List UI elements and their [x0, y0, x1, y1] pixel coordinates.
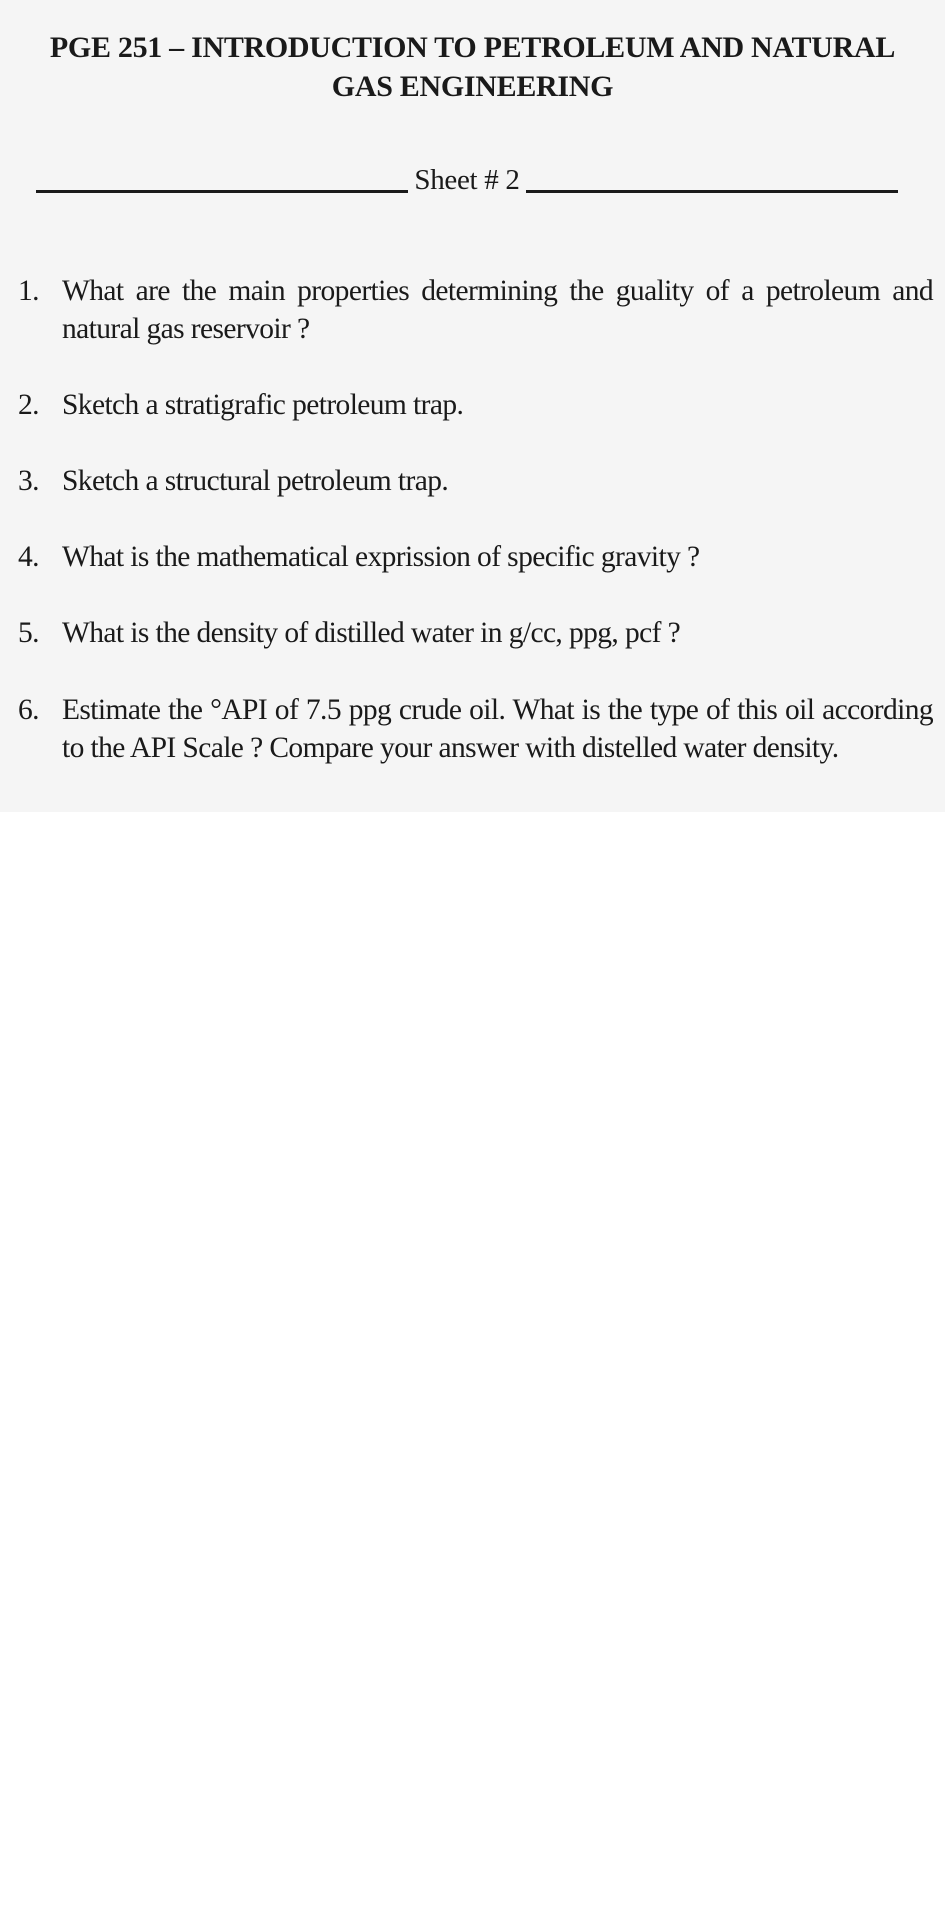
question-text: Sketch a stratigrafic petroleum trap. — [62, 389, 464, 421]
question-number: 5. — [18, 617, 39, 649]
question-text: Estimate the °API of 7.5 ppg crude oil. What is the type of this oil according to the API Scale ? Compare your answer with distelled water density. — [62, 694, 933, 764]
question-5 — [18, 614, 933, 691]
question-list — [18, 272, 933, 767]
right-rule — [526, 190, 898, 193]
sheet-label: Sheet # 2 — [414, 164, 520, 196]
left-rule — [36, 190, 408, 193]
sheet-header — [36, 157, 898, 197]
question-3 — [18, 462, 933, 538]
question-number: 1. — [18, 275, 39, 307]
question-1 — [18, 272, 933, 386]
question-text: What is the mathematical exprission of specific gravity ? — [62, 541, 700, 573]
question-text: What are the main properties determining the guality of a petroleum and natural gas reservoir ? — [62, 275, 933, 345]
question-text: What is the density of distilled water in g/cc, ppg, pcf ? — [62, 617, 681, 649]
question-number: 3. — [18, 465, 39, 497]
question-4 — [18, 538, 933, 614]
question-number: 4. — [18, 541, 39, 573]
question-2 — [18, 386, 933, 462]
question-text: Sketch a structural petroleum trap. — [62, 465, 449, 497]
question-number: 6. — [18, 694, 39, 726]
question-6 — [18, 691, 933, 767]
question-number: 2. — [18, 389, 39, 421]
document-title: PGE 251 – INTRODUCTION TO PETROLEUM AND NATURAL GAS ENGINEERING — [49, 31, 896, 103]
scanned-page — [0, 0, 945, 812]
